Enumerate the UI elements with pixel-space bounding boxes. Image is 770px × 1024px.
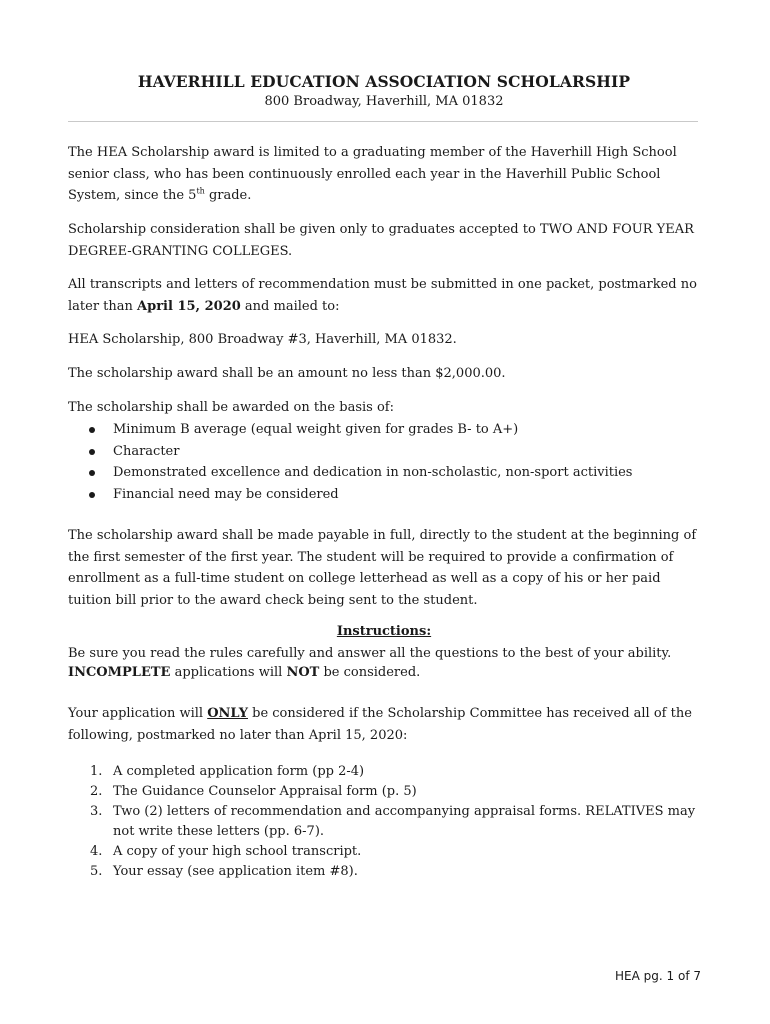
list-item: Character <box>68 441 700 463</box>
list-item: 3. Two (2) letters of recommendation and accompanying appraisal forms. RELATIVES may not write these letters (pp. 6-7). <box>90 804 696 839</box>
list-item: 5. Your essay (see application item #8). <box>90 864 358 879</box>
header-divider <box>68 121 698 122</box>
requirements-intro: Your application will ONLY be considered if the Scholarship Committee has received all of the following, postmarked no later than April 15, 2020: <box>68 706 692 743</box>
instructions-heading: Instructions: <box>336 624 432 639</box>
document-address: 800 Broadway, Haverhill, MA 01832 <box>264 94 504 109</box>
award-amount: The scholarship award shall be an amount no less than $2,000.00. <box>68 366 506 381</box>
criteria-intro: The scholarship shall be awarded on the basis of: <box>68 400 394 415</box>
mailing-address: HEA Scholarship, 800 Broadway #3, Haverhill, MA 01832. <box>68 332 457 347</box>
requirements-list <box>68 762 700 882</box>
college-paragraph: Scholarship consideration shall be given only to graduates accepted to TWO AND FOUR YEAR DEGREE-GRANTING COLLEGES. <box>68 222 694 259</box>
page-number: HEA pg. 1 of 7 <box>615 969 701 983</box>
criteria-list <box>68 419 700 505</box>
instructions-text: Be sure you read the rules carefully and answer all the questions to the best of your ability. INCOMPLETE applications will NOT be considered. <box>68 646 672 680</box>
list-item: Financial need may be considered <box>68 484 700 506</box>
list-item: 4. A copy of your high school transcript. <box>90 844 362 859</box>
list-item: Demonstrated excellence and dedication in non-scholastic, non-sport activities <box>68 462 700 484</box>
deadline-paragraph: All transcripts and letters of recommendation must be submitted in one packet, postmarked no later than April 15, 2020 and mailed to: <box>68 277 697 314</box>
list-item: Minimum B average (equal weight given for grades B- to A+) <box>68 419 700 441</box>
payment-paragraph: The scholarship award shall be made payable in full, directly to the student at the beginning of the first semester of the first year. The student will be required to provide a confirmation of enrollment as a full-time student on college letterhead as well as a copy of his or her paid tuition bill prior to the award check being sent to the student. <box>68 528 697 608</box>
eligibility-paragraph: The HEA Scholarship award is limited to a graduating member of the Haverhill High School senior class, who has been continuously enrolled each year in the Haverhill Public School System, since the 5th grade. <box>68 145 677 203</box>
list-item: 1. A completed application form (pp 2-4) <box>90 764 365 779</box>
document-title: HAVERHILL EDUCATION ASSOCIATION SCHOLARSHIP <box>137 72 631 91</box>
list-item: 2. The Guidance Counselor Appraisal form (p. 5) <box>90 784 417 799</box>
